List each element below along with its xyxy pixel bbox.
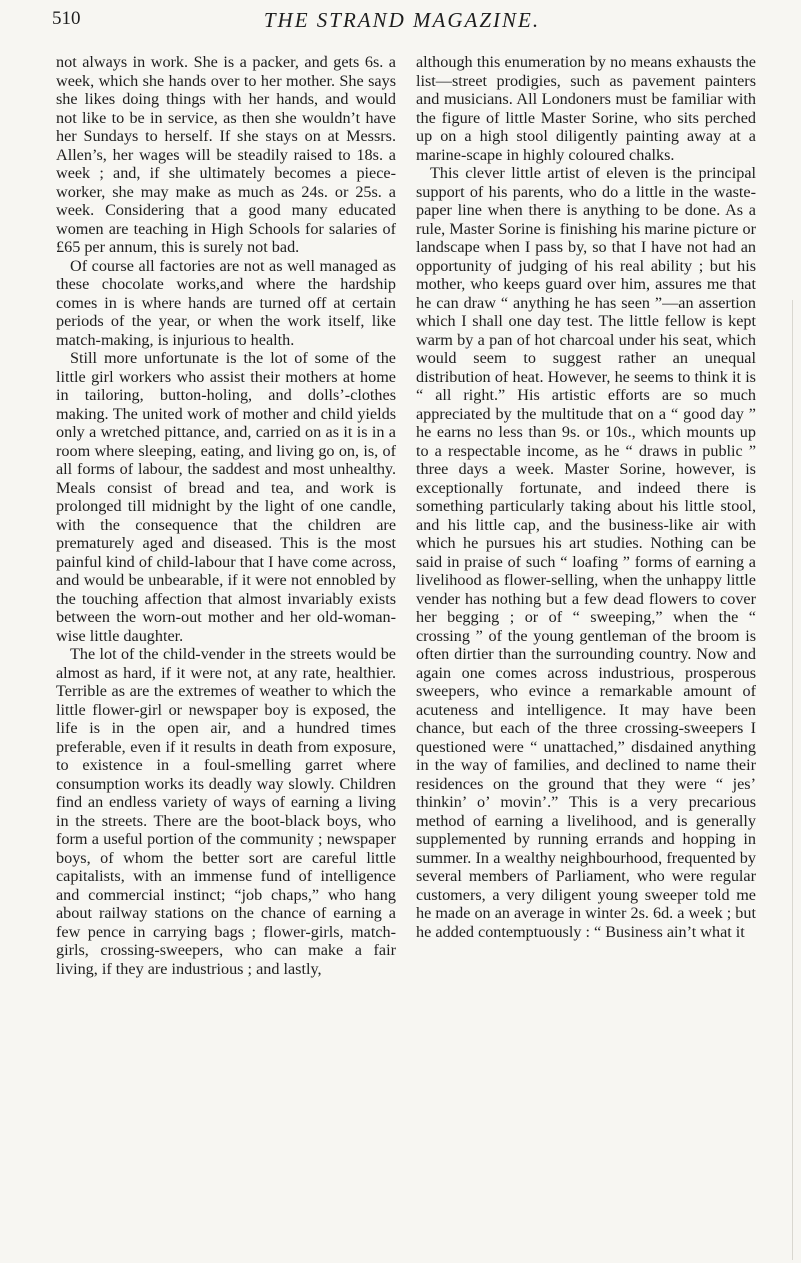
paragraph: The lot of the child-vender in the streets would be almost as hard, if it were not, at any rate, healthier. Terrible as are the extremes of weather to which the little flower-girl or newspaper boy is exposed, the life is in the open air, and a hundred times preferable, even if it results in death from exposure, to existence in a foul-smelling garret where consumption works its deadly way slowly. Children find an endless variety of ways of earning a living in the streets. There are the boot-black boys, who form a useful portion of the community ; newspaper boys, of whom the better sort are careful little capitalists, with an immense fund of intelligence and commercial instinct; “job chaps,” who hang about railway stations on the chance of earning a few pence in carrying bags ; flower-girls, match-girls, crossing-sweepers, who can make a fair living, if they are industrious ; and lastly, xyxy=(56,645,396,978)
page-header xyxy=(52,8,752,34)
text-columns xyxy=(56,53,756,978)
right-column xyxy=(416,53,756,978)
page-edge-line xyxy=(792,300,793,1260)
page-number: 510 xyxy=(52,8,81,29)
paragraph: Of course all factories are not as well managed as these chocolate works,and where the hardship comes in is where hands are turned off at certain periods of the year, or when the work itself, like match-making, is injurious to health. xyxy=(56,256,396,349)
paragraph: Still more unfortunate is the lot of some of the little girl workers who assist their mothers at home in tailoring, button-holing, and dolls’-clothes making. The united work of mother and child yields only a wretched pittance, and, carried on as it is in a room where sleeping, eating, and living go on, is, of all forms of labour, the saddest and most unhealthy. Meals consist of bread and tea, and work is prolonged till midnight by the light of one candle, with the consequence that the children are prematurely aged and diseased. This is the most painful kind of child-labour that I have come across, and would be unbearable, if it were not ennobled by the touching affection that almost invariably exists between the worn-out mother and her old-woman-wise little daughter. xyxy=(56,349,396,645)
running-head: THE STRAND MAGAZINE. xyxy=(263,8,541,32)
paragraph: although this enumeration by no means exhausts the list—street prodigies, such as pavement painters and musicians. All Londoners must be familiar with the figure of little Master Sorine, who sits perched up on a high stool diligently painting away at a marine-scape in highly coloured chalks. xyxy=(416,53,756,164)
paragraph: not always in work. She is a packer, and gets 6s. a week, which she hands over to her mother. She says she likes doing things with her hands, and would not like to be in service, as then she wouldn’t have her Sundays to herself. If she stays on at Messrs. Allen’s, her wages will be steadily raised to 18s. a week ; and, if she ultimately becomes a piece-worker, she may make as much as 24s. or 25s. a week. Considering that a good many educated women are teaching in High Schools for salaries of £65 per annum, this is surely not bad. xyxy=(56,53,396,256)
paragraph: This clever little artist of eleven is the principal support of his parents, who do a little in the waste-paper line when there is anything to be done. As a rule, Master Sorine is finishing his marine picture or landscape when I pass by, so that I have not had an opportunity of judging of his real ability ; but his mother, who keeps guard over him, assures me that he can draw “ anything he has seen ”—an assertion which I shall one day test. The little fellow is kept warm by a pan of hot charcoal under his seat, which would seem to suggest rather an unequal distribution of heat. However, he seems to think it is “ all right.” His artistic efforts are so much appreciated by the multitude that on a “ good day ” he earns no less than 9s. or 10s., which mounts up to a respectable income, as he “ draws in public ” three days a week. Master Sorine, however, is exceptionally fortunate, and indeed there is something particularly taking about his little stool, and his little cap, and the business-like air with which he pursues his art studies. Nothing can be said in praise of such “ loafing ” forms of earning a livelihood as flower-selling, when the unhappy little vender has nothing but a few dead flowers to cover her begging ; or of “ sweeping,” when the “ crossing ” of the young gentleman of the broom is often dirtier than the surrounding country. Now and again one comes across industrious, prosperous sweepers, who evince a remarkable amount of acuteness and intelligence. It may have been chance, but each of the three crossing-sweepers I questioned were “ unattached,” disdained anything in the way of families, and declined to name their residences on the ground that they were “ jes’ thinkin’ o’ movin’.” This is a very precarious method of earning a livelihood, and is generally supplemented by running errands and hopping in summer. In a wealthy neighbourhood, frequented by several members of Parliament, who were regular customers, a very diligent young sweeper told me he made on an average in winter 2s. 6d. a week ; but he added contemptuously : “ Business ain’t what it xyxy=(416,164,756,941)
left-column xyxy=(56,53,396,978)
